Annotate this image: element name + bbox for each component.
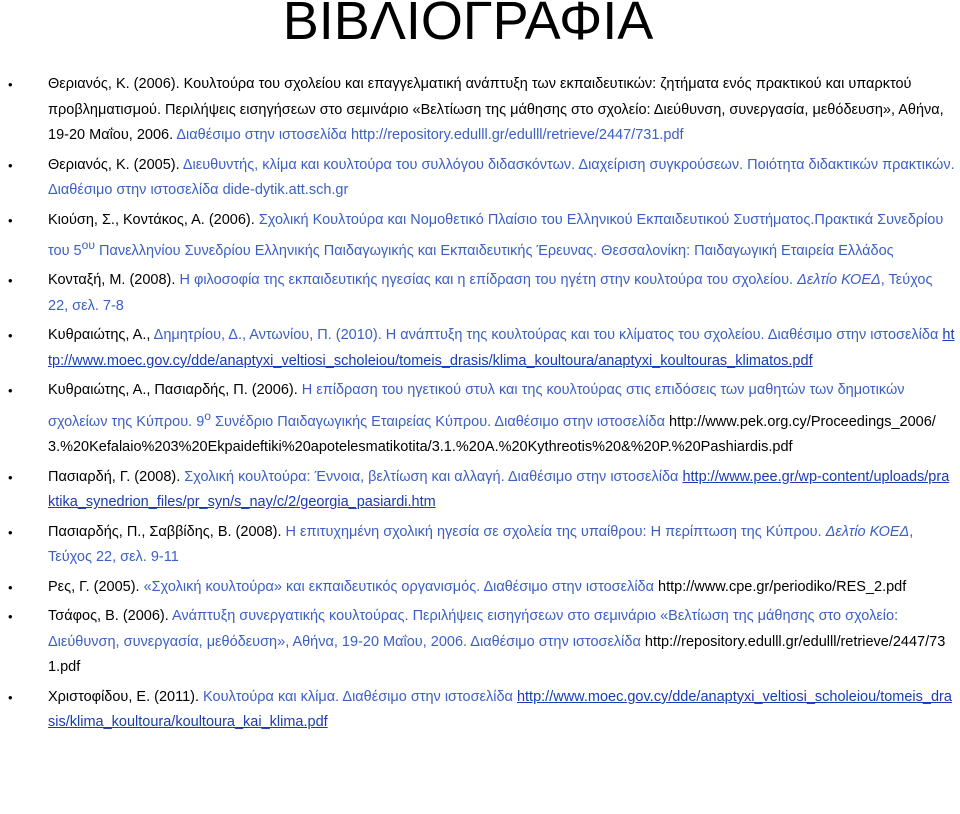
bullet-icon: • <box>8 383 13 399</box>
reference-author: Πασιαρδής, Π., Σαββίδης, Β. (2008). <box>48 523 286 540</box>
reference-text-continued: Πανελληνίου Συνεδρίου Ελληνικής Παιδαγωγικής και Εκπαιδευτικής Έρευνας. Θεσσαλονίκη: Παιδαγωγική Εταιρεία Ελλάδος <box>94 242 894 259</box>
reference-text: Σχολική κουλτούρα: Έννοια, βελτίωση και αλλαγή. Διαθέσιμο στην ιστοσελίδα <box>184 468 683 485</box>
bullet-icon: • <box>8 609 13 625</box>
journal-title: Δελτίο ΚΟΕΔ <box>825 523 910 540</box>
bullet-icon: • <box>8 579 13 595</box>
reference-url: http://www.pek.org.cy/Proceedings_2006/3.%20Kefalaio%203%20Ekpaideftiki%20apotelesmatikotita/3.1.%20A.%20Kythreotis%20&%20P.%20Pashiardis.pdf <box>48 413 936 456</box>
reference-author: Θεριανός, Κ. (2005). <box>48 156 183 173</box>
reference-item-4 <box>0 268 960 319</box>
reference-text: Ανάπτυξη συνεργατικής κουλτούρας. Περιλήψεις εισηγήσεων στο σεμινάριο «Βελτίωση της μάθησης στο σχολείο: Διεύθυνση, συνεργασία, μεθόδευση», Αθήνα, 19-20 Μαΐου, 2006. Διαθέσιμο στην ιστοσελίδα <box>48 608 899 650</box>
reference-author: Τσάφος, Β. (2006). <box>48 608 173 625</box>
journal-title: Δελτίο ΚΟΕΔ <box>797 272 881 289</box>
reference-author: Κονταξή, Μ. (2008). <box>48 272 180 289</box>
reference-item-9 <box>0 575 960 601</box>
bullet-icon: • <box>8 524 13 540</box>
reference-item-10 <box>0 604 960 681</box>
journal-issue: , Τεύχος 22, σελ. 9-11 <box>48 523 914 566</box>
reference-text: Κουλτούρα και κλίμα. Διαθέσιμο στην ιστοσελίδα <box>203 688 517 705</box>
reference-author: Θεριανός, Κ. (2006). Κουλτούρα του σχολείου και επαγγελματική ανάπτυξη των εκπαιδευτικών: ζητήματα ενός πρακτικού και υπαρκτού προβληματισμού. Περιλήψεις εισηγήσεων στο σεμινάριο «Βελτίωση της μάθησης στο σχολείο: Διεύθυνση, συνεργασία, μεθόδευση», Αθήνα, 19-20 Μαΐου, 2006. <box>48 76 944 143</box>
bullet-icon: • <box>8 328 13 344</box>
reference-text: Η επίδραση του ηγετικού στυλ και της κουλτούρας στις επιδόσεις των μαθητών των δημοτικών σχολείων της Κύπρου. 9 <box>48 382 905 430</box>
reference-text: Διαθέσιμο στην ιστοσελίδα http://repository.edulll.gr/edulll/retrieve/2447/731.pdf <box>176 127 684 143</box>
reference-author: Κυθραιώτης, Α., <box>48 327 154 344</box>
reference-text: Δημητρίου, Δ., Αντωνίου, Π. (2010). Η ανάπτυξη της κουλτούρας και του κλίματος του σχολείου. Διαθέσιμο στην ιστοσελίδα <box>153 327 943 344</box>
reference-item-3 <box>0 208 960 265</box>
bullet-icon: • <box>8 157 13 173</box>
reference-item-1 <box>0 72 960 149</box>
reference-text: Η επιτυχημένη σχολική ηγεσία σε σχολεία της υπαίθρου: Η περίπτωση της Κύπρου. <box>285 523 826 540</box>
reference-link[interactable]: http://www.moec.gov.cy/dde/anaptyxi_veltiosi_scholeiou/tomeis_drasis/klima_koultoura/koultoura_kai_klima.pdf <box>48 688 952 731</box>
reference-link[interactable]: http://www.moec.gov.cy/dde/anaptyxi_veltiosi_scholeiou/tomeis_drasis/klima_koultoura/anaptyxi_koultouras_klimatos.pdf <box>48 327 955 369</box>
reference-item-11 <box>0 685 960 736</box>
superscript: ου <box>81 238 95 252</box>
bullet-icon: • <box>8 689 13 705</box>
reference-author: Κιούση, Σ., Κοντάκος, Α. (2006). <box>48 211 259 228</box>
reference-author: Κυθραιώτης, Α., Πασιαρδής, Π. (2006). <box>48 382 302 399</box>
page-title: ΒΙΒΛΙΟΓΡΑΦΙΑ <box>282 0 654 51</box>
reference-author: Χριστοφίδου, Ε. (2011). <box>48 688 204 705</box>
reference-text: Σχολική Κουλτούρα και Νομοθετικό Πλαίσιο του Ελληνικού Εκπαιδευτικού Συστήματος.Πρακτικά Συνεδρίου του 5 <box>48 211 944 259</box>
bullet-icon: • <box>8 469 13 485</box>
reference-url: http://www.cpe.gr/periodiko/RES_2.pdf <box>658 578 907 595</box>
reference-item-2 <box>0 153 960 204</box>
superscript: ο <box>204 408 211 423</box>
bullet-icon: • <box>8 273 13 289</box>
reference-text-continued: Συνέδριο Παιδαγωγικής Εταιρείας Κύπρου. Διαθέσιμο στην ιστοσελίδα <box>211 413 669 430</box>
reference-link[interactable]: http://www.pee.gr/wp-content/uploads/praktika_synedrion_files/pr_syn/s_nay/c/2/georgia_pasiardi.htm <box>48 468 950 511</box>
reference-author: Ρες, Γ. (2005). <box>48 578 144 595</box>
bullet-icon: • <box>8 212 13 228</box>
journal-issue: , Τεύχος 22, σελ. 7-8 <box>48 272 933 314</box>
reference-author: Πασιαρδή, Γ. (2008). <box>48 468 185 485</box>
reference-list <box>0 72 960 740</box>
reference-text: Διευθυντής, κλίμα και κουλτούρα του συλλόγου διδασκόντων. Διαχείριση συγκρούσεων. Ποιότητα διδακτικών πρακτικών. Διαθέσιμο στην ιστοσελίδα dide-dytik.att.sch.gr <box>48 156 955 198</box>
bullet-icon: • <box>8 77 13 92</box>
reference-item-7 <box>0 465 960 516</box>
reference-item-5 <box>0 323 960 374</box>
reference-text: Η φιλοσοφία της εκπαιδευτικής ηγεσίας και η επίδραση του ηγέτη στην κουλτούρα του σχολείου. <box>179 272 798 289</box>
reference-url: http://repository.edulll.gr/edulll/retrieve/2447/731.pdf <box>48 633 946 676</box>
reference-text: «Σχολική κουλτούρα» και εκπαιδευτικός οργανισμός. Διαθέσιμο στην ιστοσελίδα <box>143 578 659 595</box>
reference-item-8 <box>0 520 960 571</box>
reference-item-6 <box>0 378 960 460</box>
